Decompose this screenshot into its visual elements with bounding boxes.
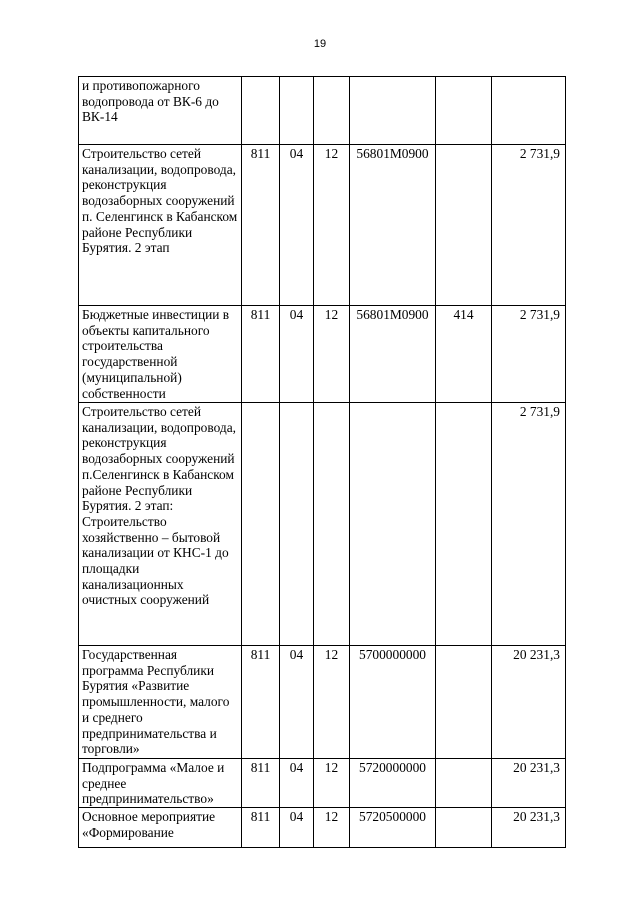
page-number: 19 [313,38,327,50]
row-target-code [350,403,436,646]
row-name: Подпрограмма «Малое и среднее предпринимательство» [79,759,242,808]
row-subsection-code [314,77,350,145]
table-row [79,77,566,145]
row-target-code: 56801M0900 [350,145,436,306]
row-subsection-code: 12 [314,759,350,808]
row-target-code: 5720500000 [350,808,436,848]
row-subsection-code: 12 [314,808,350,848]
budget-table [78,76,566,848]
row-amount: 2 731,9 [492,145,566,306]
row-section-code: 04 [280,646,314,759]
table-row [79,759,566,808]
row-ministry-code [242,77,280,145]
row-amount: 2 731,9 [492,306,566,403]
row-name: Государственная программа Республики Бурятия «Развитие промышленности, малого и среднего предпринимательства и торговли» [79,646,242,759]
row-expense-type [436,759,492,808]
row-name: Основное мероприятие «Формирование [79,808,242,848]
row-section-code: 04 [280,808,314,848]
table-row [79,808,566,848]
row-name: и противопожарного водопровода от ВК-6 до ВК-14 [79,77,242,145]
row-ministry-code: 811 [242,808,280,848]
row-target-code: 56801M0900 [350,306,436,403]
row-section-code: 04 [280,759,314,808]
row-ministry-code: 811 [242,646,280,759]
table-row [79,403,566,646]
row-name: Строительство сетей канализации, водопровода, реконструкция водозаборных сооружений п.Селенгинск в Кабанском районе Республики Бурятия. 2 этап: Строительство хозяйственно – бытовой канализации от КНС-1 до площадки канализационных очистных сооружений [79,403,242,646]
row-amount: 20 231,3 [492,646,566,759]
row-ministry-code: 811 [242,306,280,403]
table-row [79,145,566,306]
row-expense-type [436,403,492,646]
row-subsection-code: 12 [314,145,350,306]
row-name: Строительство сетей канализации, водопровода, реконструкция водозаборных сооружений п. Селенгинск в Кабанском районе Республики Бурятия. 2 этап [79,145,242,306]
row-subsection-code: 12 [314,646,350,759]
row-target-code [350,77,436,145]
row-target-code: 5720000000 [350,759,436,808]
row-amount: 2 731,9 [492,403,566,646]
row-expense-type [436,808,492,848]
row-name: Бюджетные инвестиции в объекты капитального строительства государственной (муниципальной) собственности [79,306,242,403]
row-subsection-code: 12 [314,306,350,403]
row-amount [492,77,566,145]
row-expense-type [436,145,492,306]
row-section-code [280,403,314,646]
row-amount: 20 231,3 [492,808,566,848]
row-section-code: 04 [280,145,314,306]
row-ministry-code: 811 [242,759,280,808]
row-ministry-code: 811 [242,145,280,306]
row-target-code: 5700000000 [350,646,436,759]
row-section-code: 04 [280,306,314,403]
row-subsection-code [314,403,350,646]
table-row [79,306,566,403]
table-row [79,646,566,759]
row-ministry-code [242,403,280,646]
row-expense-type [436,646,492,759]
row-section-code [280,77,314,145]
row-expense-type: 414 [436,306,492,403]
row-amount: 20 231,3 [492,759,566,808]
row-expense-type [436,77,492,145]
